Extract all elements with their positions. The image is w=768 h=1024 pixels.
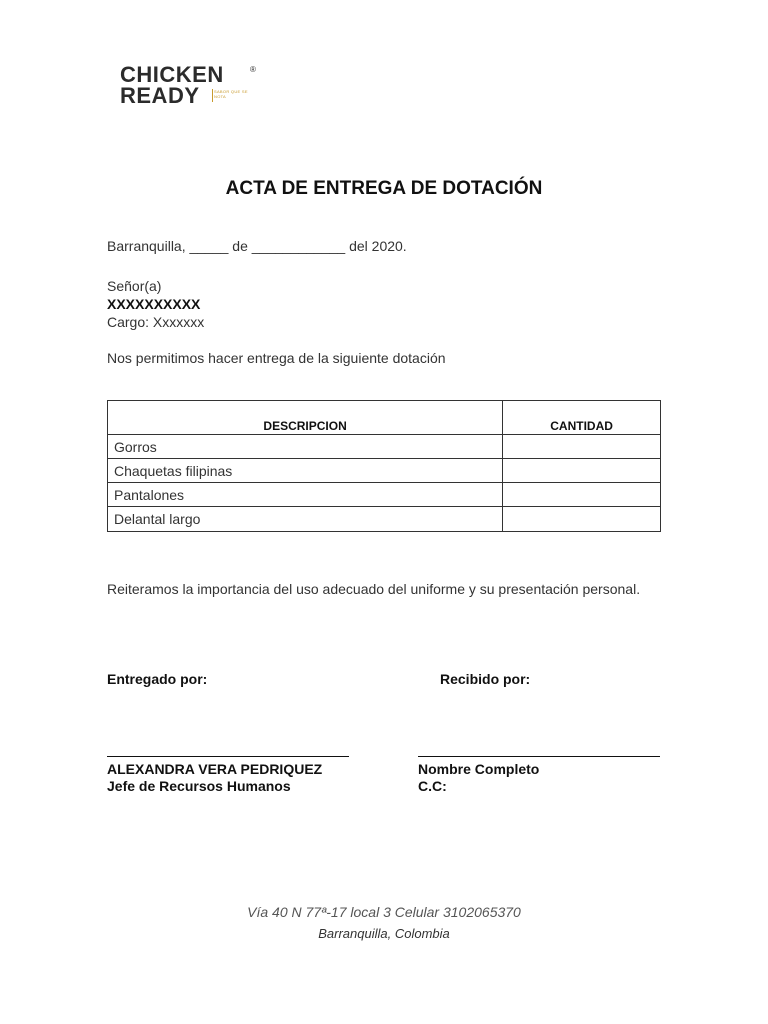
logo-text-line1: CHICKEN	[120, 62, 224, 87]
document-title: ACTA DE ENTREGA DE DOTACIÓN	[225, 178, 543, 199]
recipient-position: Cargo: Xxxxxxx	[107, 314, 205, 330]
cell-cantidad	[503, 459, 661, 483]
received-by-label: Recibido por:	[440, 671, 531, 687]
signature-line-received	[418, 756, 660, 757]
table-row	[108, 459, 661, 483]
footer-city: Barranquilla, Colombia	[318, 926, 450, 941]
date-line: Barranquilla, _____ de ____________ del 2020.	[107, 238, 407, 254]
footer-address: Vía 40 N 77ª-17 local 3 Celular 3102065370	[247, 904, 521, 920]
table-row	[108, 483, 661, 507]
delivered-role: Jefe de Recursos Humanos	[107, 778, 291, 794]
logo-divider	[212, 89, 213, 102]
logo-text-line2: READY	[120, 83, 200, 108]
table-row	[108, 507, 661, 532]
signature-line-delivered	[107, 756, 349, 757]
received-name: Nombre Completo	[418, 761, 540, 777]
table-row	[108, 435, 661, 459]
closing-paragraph: Reiteramos la importancia del uso adecuado del uniforme y su presentación personal.	[107, 581, 641, 597]
received-id: C.C:	[418, 778, 447, 794]
delivered-name: ALEXANDRA VERA PEDRIQUEZ	[107, 761, 323, 777]
cell-descripcion: Gorros	[108, 435, 503, 459]
recipient-salutation: Señor(a)	[107, 278, 162, 294]
cell-descripcion: Delantal largo	[108, 507, 503, 532]
delivered-by-label: Entregado por:	[107, 671, 208, 687]
cell-cantidad	[503, 435, 661, 459]
company-logo	[116, 56, 272, 108]
header-cantidad: CANTIDAD	[503, 401, 661, 435]
header-descripcion: DESCRIPCION	[108, 401, 503, 435]
registered-mark: ®	[250, 65, 256, 74]
cell-descripcion: Chaquetas filipinas	[108, 459, 503, 483]
dotacion-table	[107, 400, 661, 532]
logo-tagline: SABOR QUE SE NOTA	[214, 89, 248, 99]
cell-cantidad	[503, 507, 661, 532]
table-header-row	[108, 401, 661, 435]
cell-descripcion: Pantalones	[108, 483, 503, 507]
cell-cantidad	[503, 483, 661, 507]
recipient-name: XXXXXXXXXX	[107, 296, 201, 312]
intro-text: Nos permitimos hacer entrega de la siguiente dotación	[107, 350, 446, 366]
